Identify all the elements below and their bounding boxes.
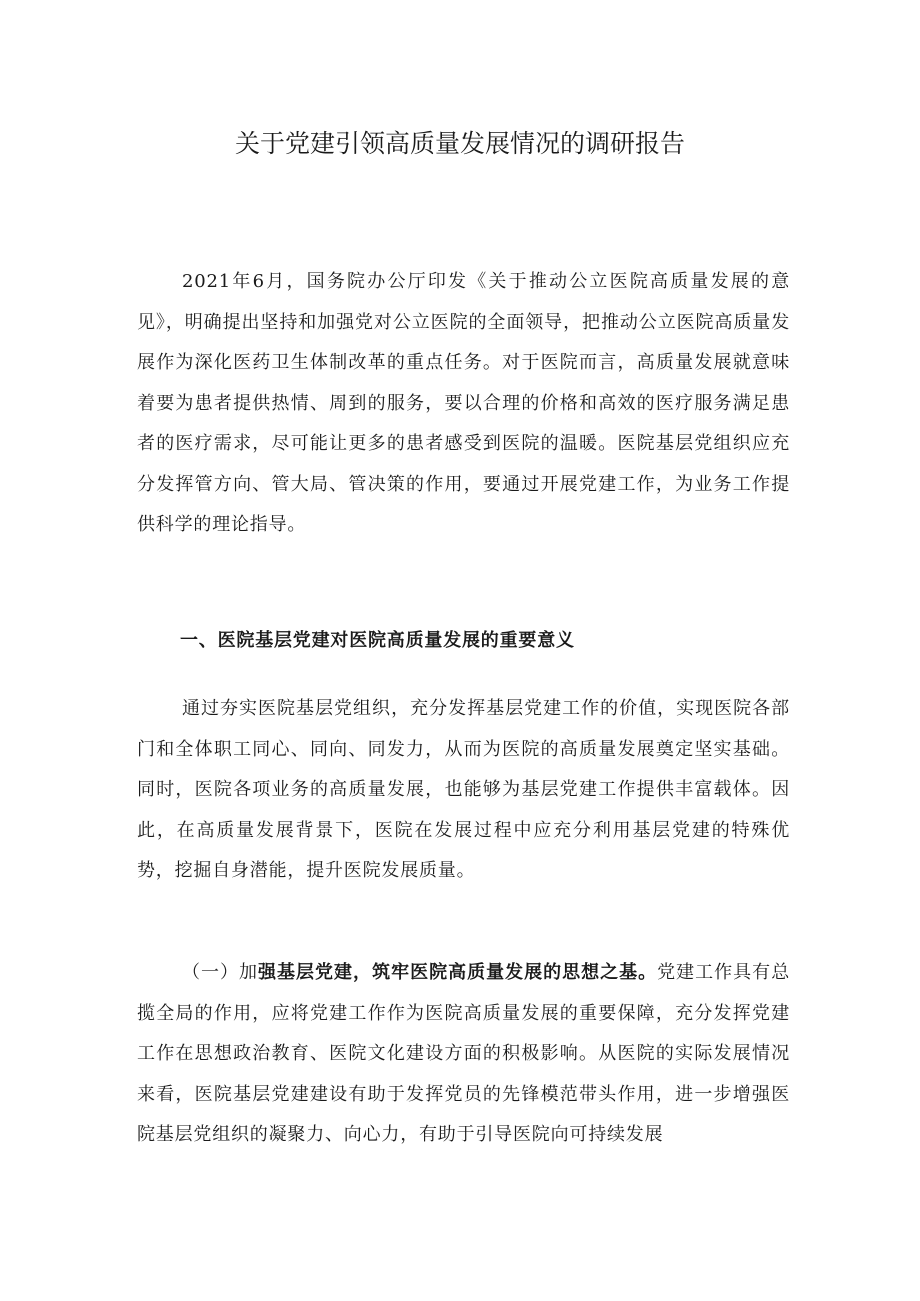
section-heading: 一、医院基层党建对医院高质量发展的重要意义: [180, 630, 575, 651]
subsection-bold-heading: 强基层党建，筑牢医院高质量发展的思想之基。: [258, 962, 658, 983]
subsection-paragraph: [137, 953, 790, 1156]
subsection-body: 党建工作具有总揽全局的作用，应将党建工作作为医院高质量发展的重要保障，充分发挥党建工作在思想政治教育、医院文化建设方面的积极影响。从医院的实际发展情况来看，医院基层党建建设有助于发挥党员的先锋模范带头作用，进一步增强医院基层党组织的凝聚力、向心力，有助于引导医院向可持续发展: [137, 962, 790, 1145]
document-title: 关于党建引领高质量发展情况的调研报告: [234, 129, 685, 158]
subsection-prefix: （一）加: [182, 962, 259, 983]
section-paragraph: 通过夯实医院基层党组织，充分发挥基层党建工作的价值，实现医院各部门和全体职工同心、同向、同发力，从而为医院的高质量发展奠定坚实基础。同时，医院各项业务的高质量发展，也能够为基层党建工作提供丰富载体。因此，在高质量发展背景下，医院在发展过程中应充分利用基层党建的特殊优势，挖掘自身潜能，提升医院发展质量。: [137, 698, 790, 881]
intro-paragraph: 2021年6月，国务院办公厅印发《关于推动公立医院高质量发展的意见》，明确提出坚持和加强党对公立医院的全面领导，把推动公立医院高质量发展作为深化医药卫生体制改革的重点任务。对于医院而言，高质量发展就意味着要为患者提供热情、周到的服务，要以合理的价格和高效的医疗服务满足患者的医疗需求，尽可能让更多的患者感受到医院的温暖。医院基层党组织应充分发挥管方向、管大局、管决策的作用，要通过开展党建工作，为业务工作提供科学的理论指导。: [137, 271, 790, 535]
